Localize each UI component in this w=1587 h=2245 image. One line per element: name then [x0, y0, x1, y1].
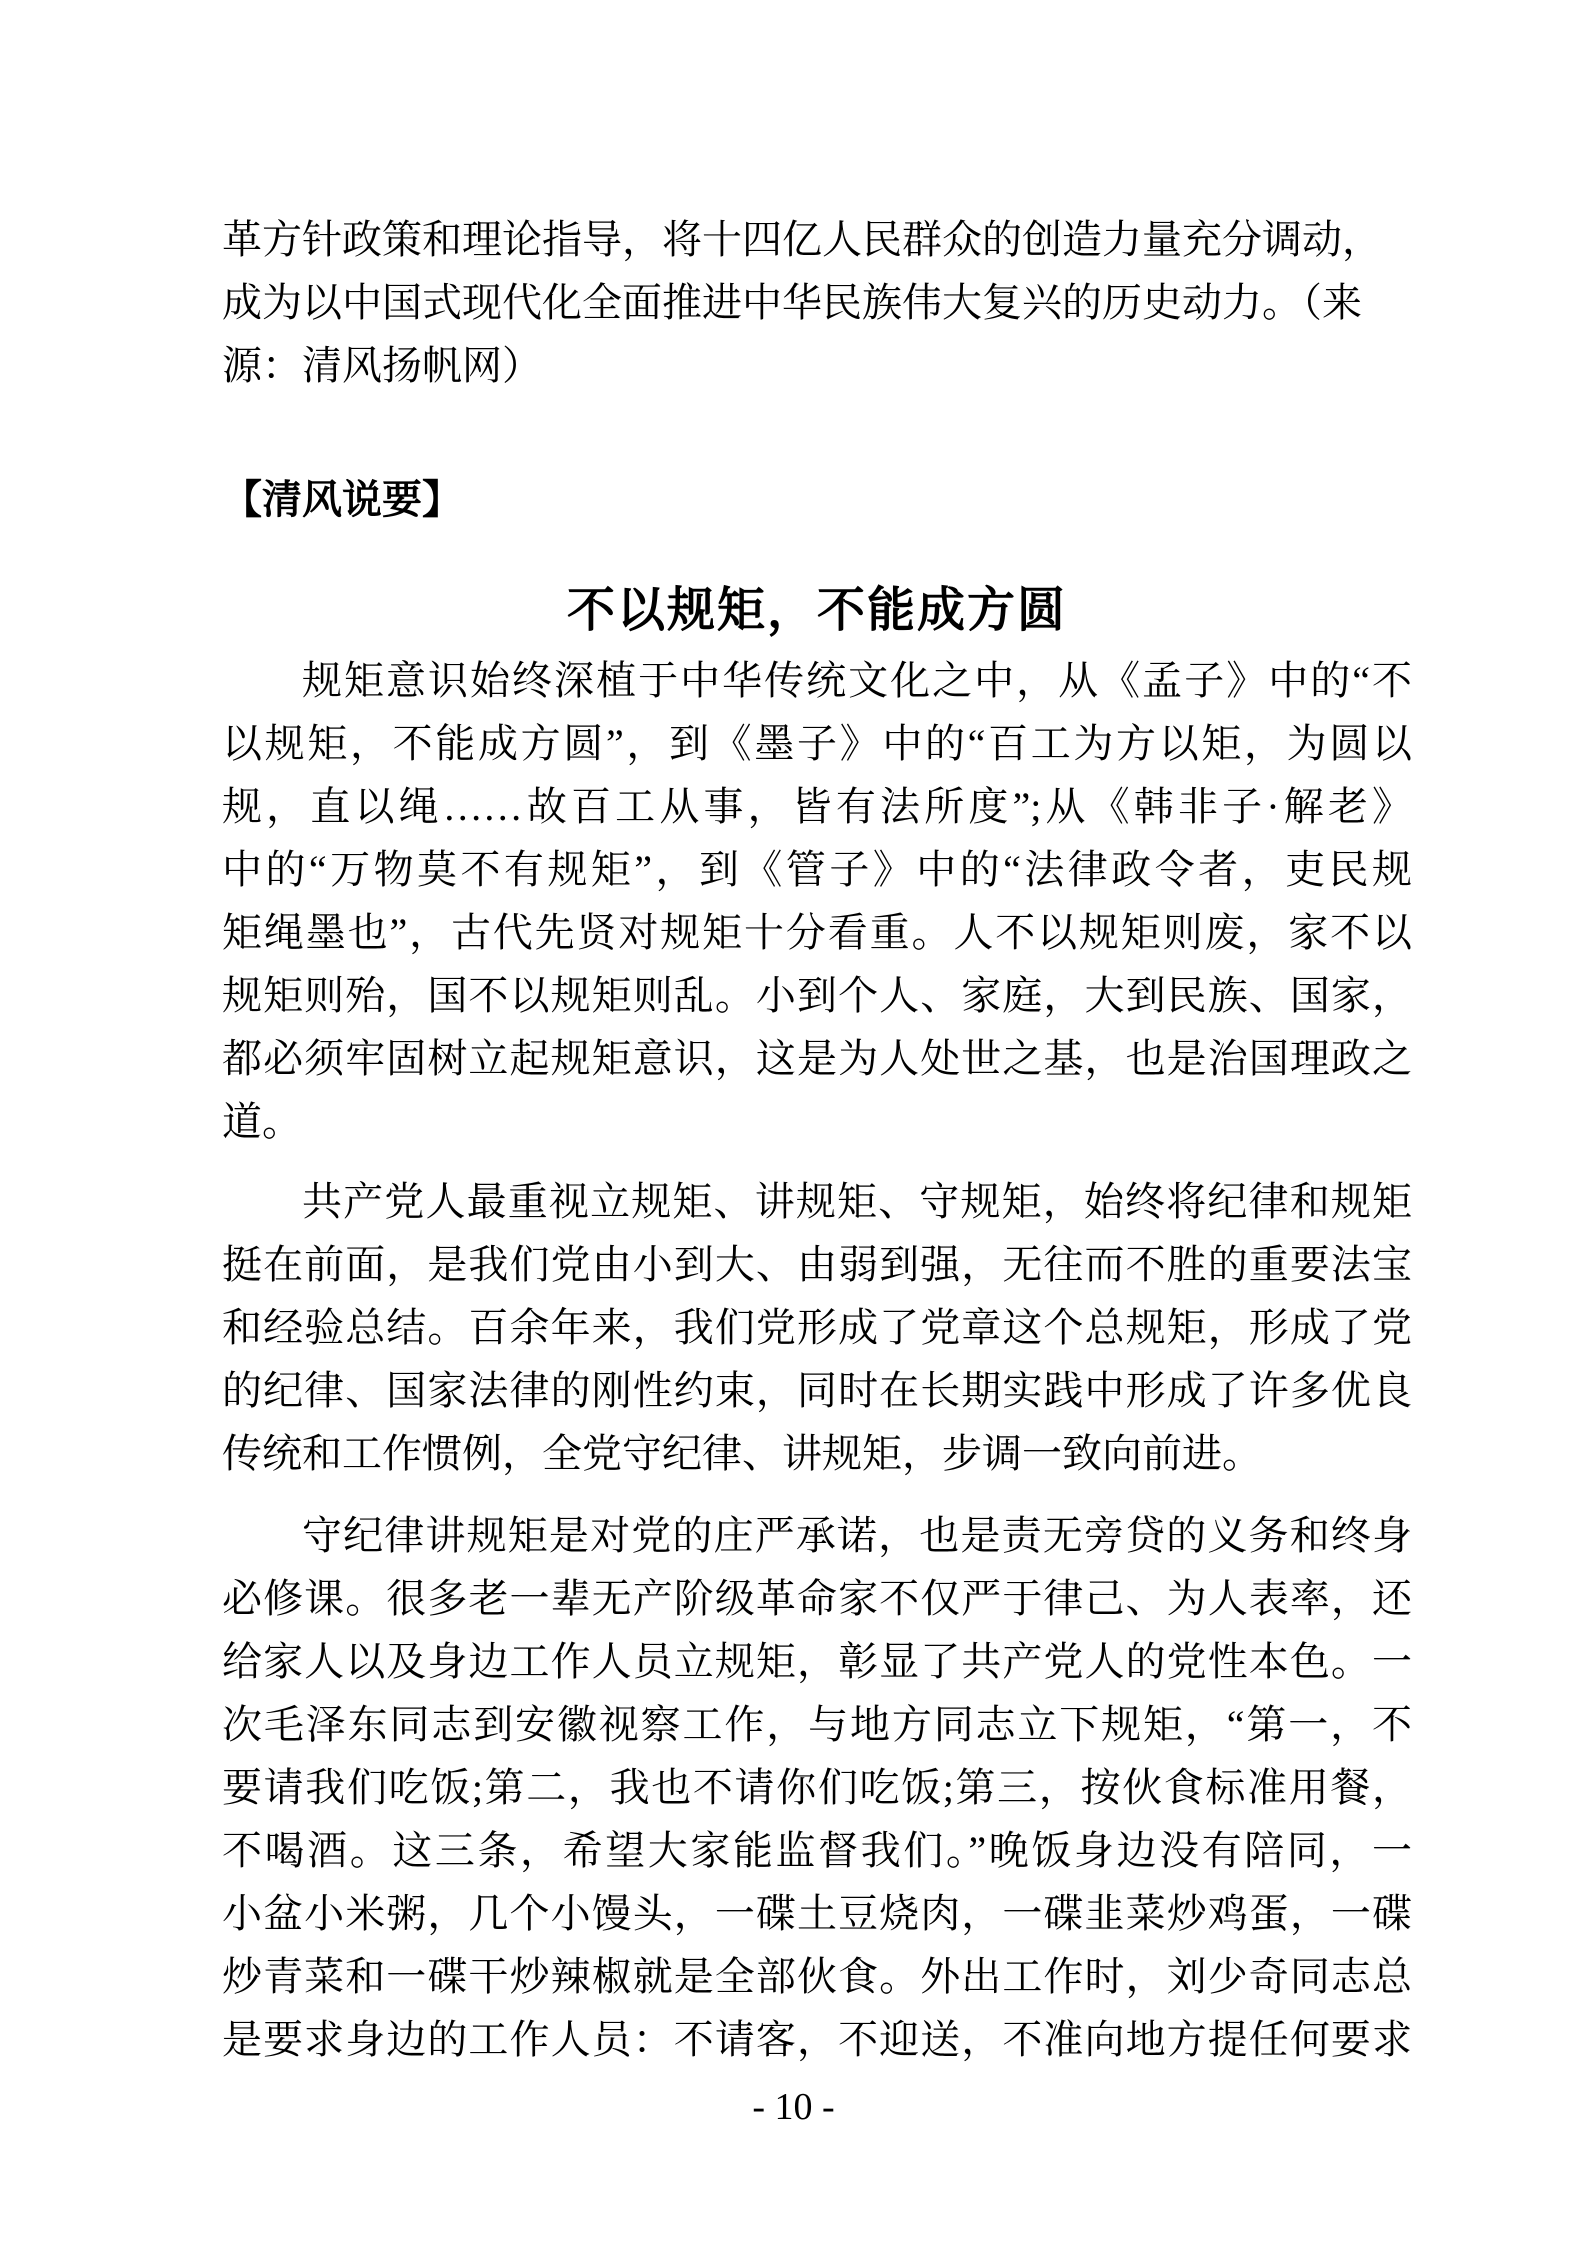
text-line: 必修课。很多老一辈无产阶级革命家不仅严于律己、为人表率，还 — [222, 1576, 1412, 1621]
text-line: 次毛泽东同志到安徽视察工作，与地方同志立下规矩，“第一，不 — [222, 1702, 1412, 1747]
text-line: 和经验总结。百余年来，我们党形成了党章这个总规矩，形成了党 — [222, 1305, 1412, 1350]
continuation-paragraph — [222, 208, 1412, 397]
text-line: 给家人以及身边工作人员立规矩，彰显了共产党人的党性本色。一 — [222, 1639, 1412, 1684]
article-paragraph-2 — [222, 1170, 1412, 1485]
text-line: 规矩则殆，国不以规矩则乱。小到个人、家庭，大到民族、国家， — [222, 973, 1412, 1018]
text-line: 炒青菜和一碟干炒辣椒就是全部伙食。外出工作时，刘少奇同志总 — [222, 1954, 1412, 1999]
section-label: 【清风说要】 — [222, 477, 462, 522]
text-line: 共产党人最重视立规矩、讲规矩、守规矩，始终将纪律和规矩 — [302, 1179, 1412, 1224]
text-line: 规，直以绳……故百工从事，皆有法所度”;从《韩非子·解老》 — [222, 784, 1412, 829]
page-number: - 10 - — [752, 2086, 835, 2128]
text-line: 以规矩，不能成方圆”，到《墨子》中的“百工为方以矩，为圆以 — [222, 721, 1412, 766]
text-line: 中的“万物莫不有规矩”，到《管子》中的“法律政令者，吏民规 — [222, 847, 1412, 892]
text-line: 是要求身边的工作人员：不请客，不迎送，不准向地方提任何要求 — [222, 2017, 1412, 2062]
text-line: 要请我们吃饭;第二，我也不请你们吃饭;第三，按伙食标准用餐， — [222, 1765, 1412, 1810]
article-paragraph-3 — [222, 1504, 1412, 2071]
text-line: 不喝酒。这三条，希望大家能监督我们。”晚饭身边没有陪同，一 — [222, 1828, 1412, 1873]
text-line: 矩绳墨也”，古代先贤对规矩十分看重。人不以规矩则废，家不以 — [222, 910, 1412, 955]
text-line: 挺在前面，是我们党由小到大、由弱到强，无往而不胜的重要法宝 — [222, 1242, 1412, 1287]
text-line: 源：清风扬帆网） — [222, 343, 542, 388]
text-line: 守纪律讲规矩是对党的庄严承诺，也是责无旁贷的义务和终身 — [302, 1513, 1412, 1558]
text-line: 小盆小米粥，几个小馒头，一碟土豆烧肉，一碟韭菜炒鸡蛋，一碟 — [222, 1891, 1412, 1936]
article-title: 不以规矩，不能成方圆 — [566, 584, 1067, 637]
text-line: 成为以中国式现代化全面推进中华民族伟大复兴的历史动力。（来 — [222, 280, 1362, 325]
text-line: 的纪律、国家法律的刚性约束，同时在长期实践中形成了许多优良 — [222, 1368, 1412, 1413]
text-line: 革方针政策和理论指导，将十四亿人民群众的创造力量充分调动， — [222, 217, 1382, 262]
text-line: 道。 — [222, 1099, 302, 1144]
article-paragraph-1 — [222, 649, 1412, 1153]
text-line: 规矩意识始终深植于中华传统文化之中，从《孟子》中的“不 — [302, 658, 1412, 703]
text-line: 都必须牢固树立起规矩意识，这是为人处世之基，也是治国理政之 — [222, 1036, 1412, 1081]
text-line: 传统和工作惯例，全党守纪律、讲规矩，步调一致向前进。 — [222, 1431, 1262, 1476]
